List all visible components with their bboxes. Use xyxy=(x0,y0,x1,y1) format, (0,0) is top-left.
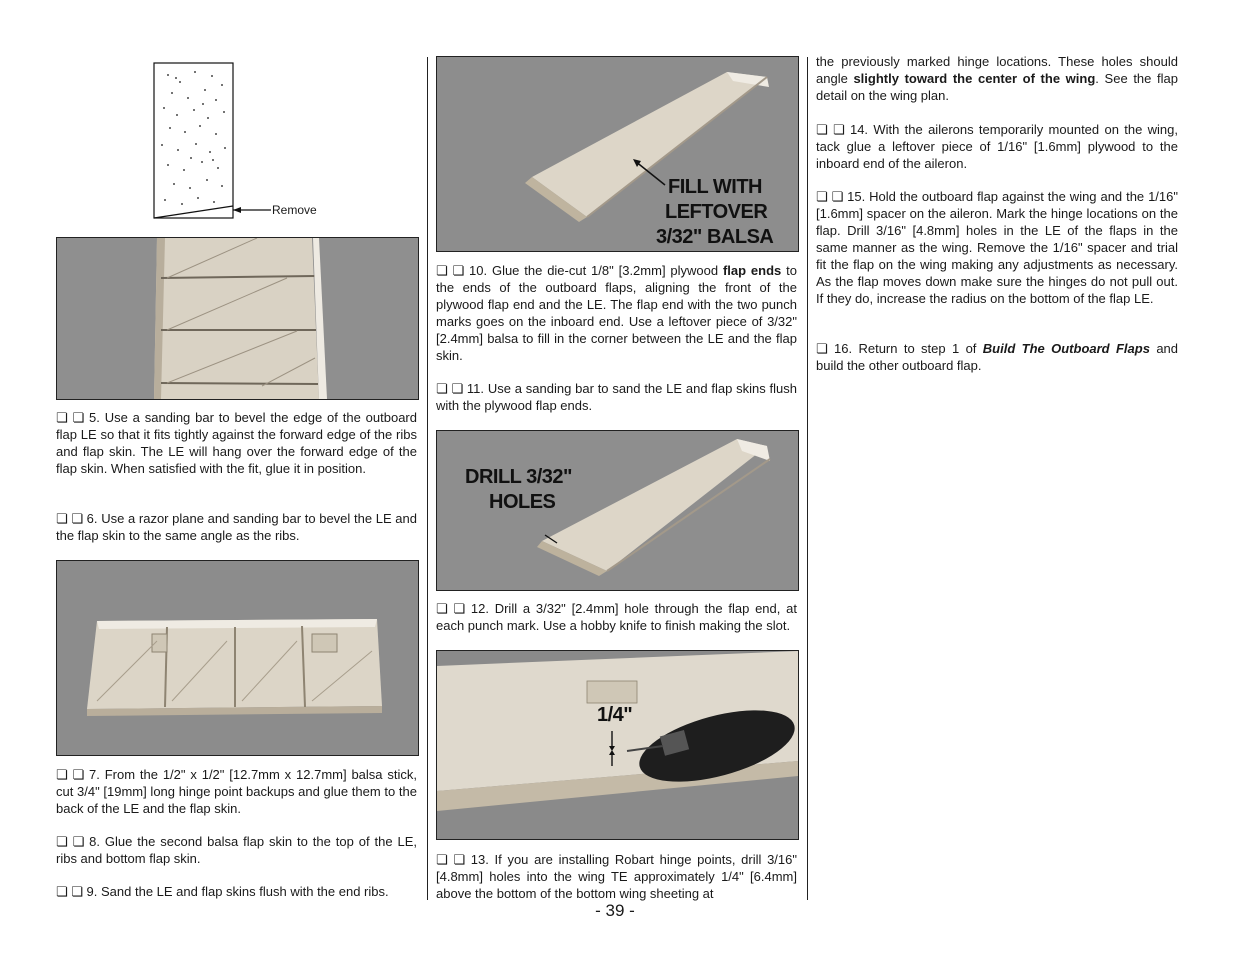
fill-caption-line-2: LEFTOVER xyxy=(665,201,768,223)
checkbox-step-9[interactable]: ❏ ❏ xyxy=(56,884,83,899)
checkbox-step-16[interactable]: ❏ xyxy=(816,341,828,356)
column-divider-left xyxy=(427,57,428,900)
checkbox-step-12[interactable]: ❏ ❏ xyxy=(436,601,466,616)
step-13-continued: the previously marked hinge locations. These holes should angle slightly toward the center of the wing. See the flap detail on the wing plan. xyxy=(816,54,1178,103)
photo-fill-balsa xyxy=(436,56,799,252)
photo-drill-wing xyxy=(436,650,799,840)
step-12: ❏ ❏ 12. Drill a 3/32" [2.4mm] hole through the flap end, at each punch mark. Use a hobby knife to finish making the slot. xyxy=(436,601,797,633)
fill-caption-line-3: 3/32" BALSA xyxy=(656,226,774,248)
drill-caption-line-1: DRILL 3/32" xyxy=(465,466,572,488)
step-8: ❏ ❏ 8. Glue the second balsa flap skin to the top of the LE, ribs and bottom flap skin. xyxy=(56,834,418,866)
checkbox-step-6[interactable]: ❏ ❏ xyxy=(56,511,83,526)
checkbox-step-13[interactable]: ❏ ❏ xyxy=(436,852,466,867)
fill-caption-line-1: FILL WITH xyxy=(668,176,762,198)
checkbox-step-15[interactable]: ❏ ❏ xyxy=(816,189,844,204)
checkbox-step-5[interactable]: ❏ ❏ xyxy=(56,410,85,425)
step-15: ❏ ❏ 15. Hold the outboard flap against the wing and the 1/16" [1.6mm] spacer on the aileron. Mark the hinge locations on the flap. Drill 3/16" [4.8mm] holes in the LE of the flaps in the same manner as the wing. Remove the 1/16" spacer and trial fit the flap on the wing making any adjustments as necessary. As the flap moves down make sure the hinges do not pull out. If they do, increase the radius on the bottom of the flap LE. xyxy=(816,189,1178,306)
step-13: ❏ ❏ 13. If you are installing Robart hinge points, drill 3/16" [4.8mm] holes into the wing TE approximately 1/4" [6.4mm] above the bottom of the bottom wing sheeting at xyxy=(436,852,797,901)
step-10: ❏ ❏ 10. Glue the die-cut 1/8" [3.2mm] plywood flap ends to the ends of the outboard flaps, aligning the front of the plywood flap end and the LE. The flap end with the two punch marks goes on the inboard end. Use a leftover piece of 3/32" [2.4mm] balsa to fill in the corner between the LE and the flap skin. xyxy=(436,263,797,363)
photo-drill-holes xyxy=(436,430,799,591)
checkbox-step-8[interactable]: ❏ ❏ xyxy=(56,834,85,849)
step-5: ❏ ❏ 5. Use a sanding bar to bevel the edge of the outboard flap LE so that it fits tightly against the forward edge of the ribs and flap skin. The LE will hang over the forward edge of the flap skin. When satisfied with the fit, glue it in position. xyxy=(56,410,417,476)
quarter-inch-caption: 1/4" xyxy=(597,704,633,726)
balsa-sheet-diagram xyxy=(150,60,330,225)
column-divider-right xyxy=(807,57,808,900)
step-6: ❏ ❏ 6. Use a razor plane and sanding bar to bevel the LE and the flap skin to the same angle as the ribs. xyxy=(56,511,417,543)
step-14: ❏ ❏ 14. With the ailerons temporarily mounted on the wing, tack glue a leftover piece of 1/16" [1.6mm] plywood to the inboard end of the aileron. xyxy=(816,122,1178,171)
checkbox-step-14[interactable]: ❏ ❏ xyxy=(816,122,845,137)
step-9: ❏ ❏ 9. Sand the LE and flap skins flush with the end ribs. xyxy=(56,884,389,899)
photo-hinge-backups xyxy=(56,560,419,756)
step-11: ❏ ❏ 11. Use a sanding bar to sand the LE and flap skins flush with the plywood flap ends. xyxy=(436,381,798,413)
checkbox-step-11[interactable]: ❏ ❏ xyxy=(436,381,464,396)
photo-flap-ribs xyxy=(56,237,419,400)
page-number: - 39 - xyxy=(595,901,635,920)
checkbox-step-10[interactable]: ❏ ❏ xyxy=(436,263,465,278)
step-16: ❏ 16. Return to step 1 of Build The Outboard Flaps and build the other outboard flap. xyxy=(816,341,1179,373)
checkbox-step-7[interactable]: ❏ ❏ xyxy=(56,767,85,782)
remove-label: Remove xyxy=(272,203,317,217)
drill-caption-line-2: HOLES xyxy=(489,491,556,513)
step-7: ❏ ❏ 7. From the 1/2" x 1/2" [12.7mm x 12.7mm] balsa stick, cut 3/4" [19mm] long hinge point backups and glue them to the back of the LE and the flap skin. xyxy=(56,767,417,816)
